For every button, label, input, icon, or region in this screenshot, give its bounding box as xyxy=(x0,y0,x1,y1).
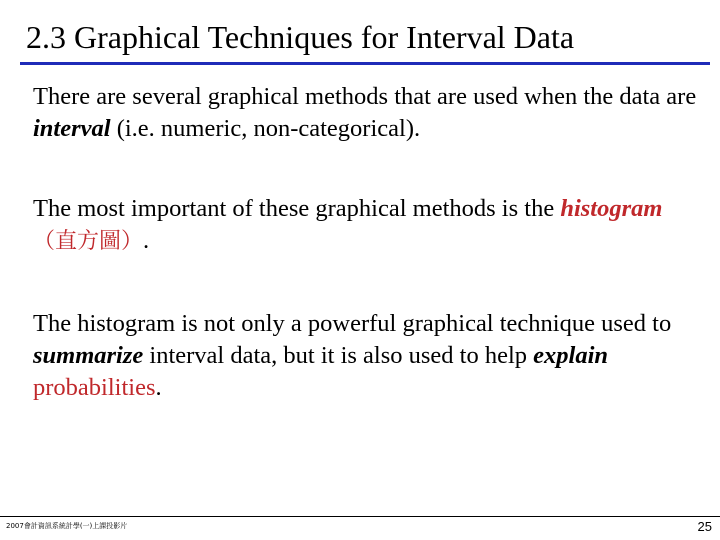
interval-emphasis: interval xyxy=(33,115,111,142)
p3-text-middle: interval data, but it is also used to help xyxy=(143,342,534,369)
probabilities-highlight: probabilities xyxy=(33,374,156,401)
footer-course-label: 2007會計資訊系統計學(一)上課投影片 xyxy=(6,522,128,530)
explain-emphasis: explain xyxy=(533,342,609,369)
p1-text-before: There are several graphical methods that are used when the data are xyxy=(33,83,697,110)
slide-title: 2.3 Graphical Techniques for Interval Data xyxy=(26,19,575,55)
title-underline xyxy=(20,62,710,65)
p1-text-after: (i.e. numeric, non-categorical). xyxy=(110,115,421,142)
footer-rule xyxy=(0,516,720,517)
page-number: 25 xyxy=(697,519,712,534)
summarize-emphasis: summarize xyxy=(33,342,144,369)
paragraph-histogram-intro xyxy=(33,193,703,258)
paragraph-histogram-uses xyxy=(33,308,703,404)
p3-text-after: . xyxy=(155,374,162,401)
p3-text-before: The histogram is not only a powerful graphical technique used to xyxy=(33,310,672,337)
histogram-chinese-term: （直方圖） xyxy=(33,229,144,254)
p2-text-after: . xyxy=(143,227,150,254)
p2-text-before: The most important of these graphical methods is the xyxy=(33,195,561,222)
paragraph-interval-methods xyxy=(33,81,703,145)
histogram-term: histogram xyxy=(560,195,663,222)
